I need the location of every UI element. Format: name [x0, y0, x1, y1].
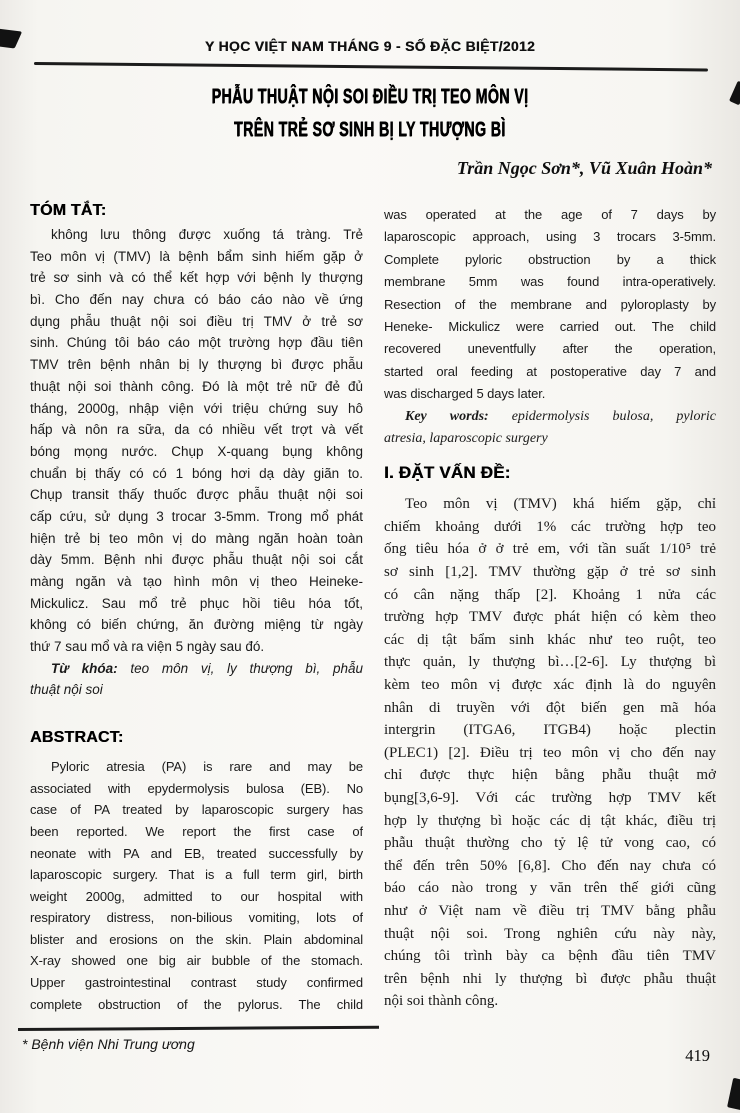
text-line: dày 5mm. Bệnh nhi được phẫu thuật nội soi cắt: [30, 552, 363, 568]
text-line: blister and erosions on the skin. Plain abdominal: [30, 931, 363, 947]
scan-artifact: [727, 1078, 740, 1110]
text-line: associated with epydermolysis bulosa (EB). No: [30, 780, 363, 796]
intro-body: [384, 493, 716, 1013]
text-line: dụng phẫu thuật nội soi điều trị TMV ở trẻ sơ: [30, 313, 363, 329]
text-line: cấp cứu, sử dụng 3 trocar 3-5mm. Trong mổ phát: [30, 508, 363, 524]
text-line: Teo môn vị (TMV) là bệnh bẩm sinh hiếm gặp ở: [30, 248, 363, 264]
text-line: như ở Việt nam về điều trị TMV bằng phẫu: [384, 902, 716, 919]
keywords-vi: [30, 658, 363, 701]
text-line: recovered uneventfully after the operation,: [384, 341, 716, 357]
text-line: was discharged 5 days later.: [384, 386, 546, 402]
text-line: tháng, 2000g, nhập viện với triệu chứng suy hô: [30, 400, 363, 416]
text-line: bì. Cho đến nay chưa có báo cáo nào về ứng: [30, 292, 363, 308]
text-line: trường hợp TMV được phát hiện có kèm theo: [384, 609, 716, 626]
keywords-text-en-2: atresia, laparoscopic surgery: [384, 430, 548, 446]
text-line: sơ sinh [1,2]. TMV thường gặp ở trẻ sơ sinh: [384, 564, 716, 581]
text-line: X-ray showed one big air bubble of the stomach.: [30, 953, 363, 969]
section-heading-tom-tat: TÓM TẮT:: [30, 202, 107, 219]
text-line: bụng[3,6-9]. Với các trường hợp TMV kết: [384, 790, 716, 807]
abstract-body: [30, 756, 363, 1015]
header-rule: [34, 62, 708, 71]
keywords-text-vi: teo môn vị, ly thượng bì, phẫu: [117, 660, 363, 676]
text-line: màng ngăn và tạo hình môn vị theo Heineke-: [30, 574, 363, 589]
text-line: chiếm khoảng dưới 1% các trường hợp teo: [384, 518, 716, 535]
text-line: bóng mọng nước. Chụp X-quang bụng không: [30, 443, 363, 459]
footnote: * Bệnh viện Nhi Trung ương: [22, 1036, 195, 1052]
keywords-label-vi: Từ khóa:: [51, 660, 118, 676]
text-line: was operated at the age of 7 days by: [384, 207, 716, 222]
text-line: TMV trên bệnh nhân bị ly thượng bì được phẫu: [30, 357, 363, 373]
text-line: trên bệnh nhi ly thượng bì được phẫu thuật: [384, 970, 716, 987]
text-line: các dị tật bẩm sinh khác như teo ruột, teo: [384, 631, 716, 648]
text-line: Resection of the membrane and pyloroplasty by: [384, 296, 716, 312]
text-line: thể đến trên 50% [6,8]. Cho đến nay chưa có: [384, 857, 716, 874]
text-line: Complete pyloric obstruction by a thick: [384, 251, 716, 267]
column-right: [384, 204, 716, 1013]
text-line: ống tiêu hóa ở ở trẻ em, với tần suất 1/10⁵ trẻ: [384, 541, 716, 558]
text-line: nội soi thành công.: [384, 993, 499, 1010]
column-left: [30, 202, 363, 1015]
text-line: nhân di truyền với đột biến gen mã hóa: [384, 699, 716, 716]
text-line: chuẩn bị thấy có có 1 bóng hơi dạ dày giãn to.: [30, 465, 363, 481]
text-line: respiratory distress, non-bilious vomiting, lots of: [30, 910, 363, 926]
abstract-continuation: [384, 204, 716, 406]
text-line: kèm teo môn vị được xác định là do nguyên: [384, 677, 716, 694]
tom-tat-body: [30, 224, 363, 658]
text-line: weight 2000g, admitted to our hospital with: [30, 888, 363, 904]
section-heading-abstract: ABSTRACT:: [30, 729, 124, 747]
text-line: trẻ sơ sinh và có thể kết hợp với bệnh ly thượng: [30, 270, 363, 286]
text-line: phẫu thuật thường cho tỷ lệ tử vong cao, có: [384, 835, 716, 852]
text-line: không có biến chứng, ăn đường miệng từ ngày: [30, 617, 363, 633]
text-line: hợp ly thượng bì hoặc các dị tật khác, điều trị: [384, 812, 716, 829]
footnote-rule: [18, 1026, 379, 1031]
journal-header: Y HỌC VIỆT NAM THÁNG 9 - SỐ ĐẶC BIỆT/2012: [204, 38, 536, 54]
text-line: laparoscopic approach, using 3 trocars 3-5mm.: [384, 229, 716, 245]
text-line: thực quản, ly thượng bì…[2-6]. Ly thượng bì: [384, 654, 716, 671]
text-line: complete obstruction of the pylorus. The child: [30, 996, 363, 1012]
text-line: neonate with PA and EB, treated successfully by: [30, 845, 363, 861]
text-line: báo cáo nào trong y văn trên thế giới cũng: [384, 880, 716, 897]
text-line: Heneke- Mickulicz were carried out. The child: [384, 318, 716, 334]
title-line-1: PHẪU THUẬT NỘI SOI ĐIỀU TRỊ TEO MÔN VỊ: [211, 84, 529, 108]
text-line: Pyloric atresia (PA) is rare and may be: [51, 759, 363, 775]
text-line: có cân nặng thấp [2]. Khoảng 1 nửa các: [384, 586, 716, 603]
text-line: been reported. We report the first case of: [30, 823, 363, 839]
keywords-en: [384, 406, 716, 451]
text-line: hiện trẻ bị teo môn vị do màng ngăn hoàn toàn: [30, 530, 363, 546]
text-line: case of PA treated by laparoscopic surgery has: [30, 802, 363, 818]
text-line: Upper gastrointestinal contrast study confirmed: [30, 975, 363, 991]
text-line: Chụp transit thấy thuốc được phẫu thuật nội soi: [30, 487, 363, 503]
text-line: started oral feeding at postoperative day 7 and: [384, 363, 716, 379]
text-line: hấp và nôn ra sữa, da có nhiều vết trợt và vết: [30, 422, 363, 438]
text-line: không lưu thông được xuống tá tràng. Trẻ: [51, 227, 363, 242]
text-line: thuật nội soi. Trong nghiên cứu này này,: [384, 925, 716, 942]
keywords-text-en: epidermolysis bulosa, pyloric: [488, 408, 716, 424]
text-line: thuật nội soi thành công. Đó là một trẻ nữ đẻ đủ: [30, 378, 363, 394]
section-heading-intro: I. ĐẶT VẤN ĐỀ:: [384, 463, 511, 483]
text-line: (PLEC1) [2]. Điều trị teo môn vị cho đến nay: [384, 744, 716, 761]
text-line: chỉ được thực hiện bằng phẫu thuật mở: [384, 767, 716, 784]
text-line: thứ 7 sau mổ và ra viện 5 ngày sau đó.: [30, 639, 265, 655]
text-line: Mickulicz. Sau mổ trẻ phục hồi tiêu hóa tốt,: [30, 595, 363, 611]
text-line: chúng tôi trình bày ca bệnh đầu tiên TMV: [384, 948, 716, 965]
authors-line: Trần Ngọc Sơn*, Vũ Xuân Hoàn*: [456, 158, 712, 178]
page-number: 419: [685, 1046, 710, 1065]
keywords-label-en: Key words:: [405, 408, 489, 424]
text-line: intergrin (ITGA6, ITGB4) hoặc plectin: [384, 722, 716, 739]
article-title: [0, 80, 740, 146]
text-line: Teo môn vị (TMV) khá hiếm gặp, chỉ: [405, 496, 716, 513]
text-line: laparoscopic surgery. That is a full term girl, birth: [30, 867, 363, 883]
text-line: membrane 5mm was found intra-operatively.: [384, 274, 716, 290]
text-line: sinh. Chúng tôi báo cáo một trường hợp đầu tiên: [30, 335, 363, 351]
keywords-text-vi-2: thuật nội soi: [30, 682, 103, 698]
title-line-2: TRÊN TRẺ SƠ SINH BỊ LY THƯỢNG BÌ: [234, 117, 506, 141]
